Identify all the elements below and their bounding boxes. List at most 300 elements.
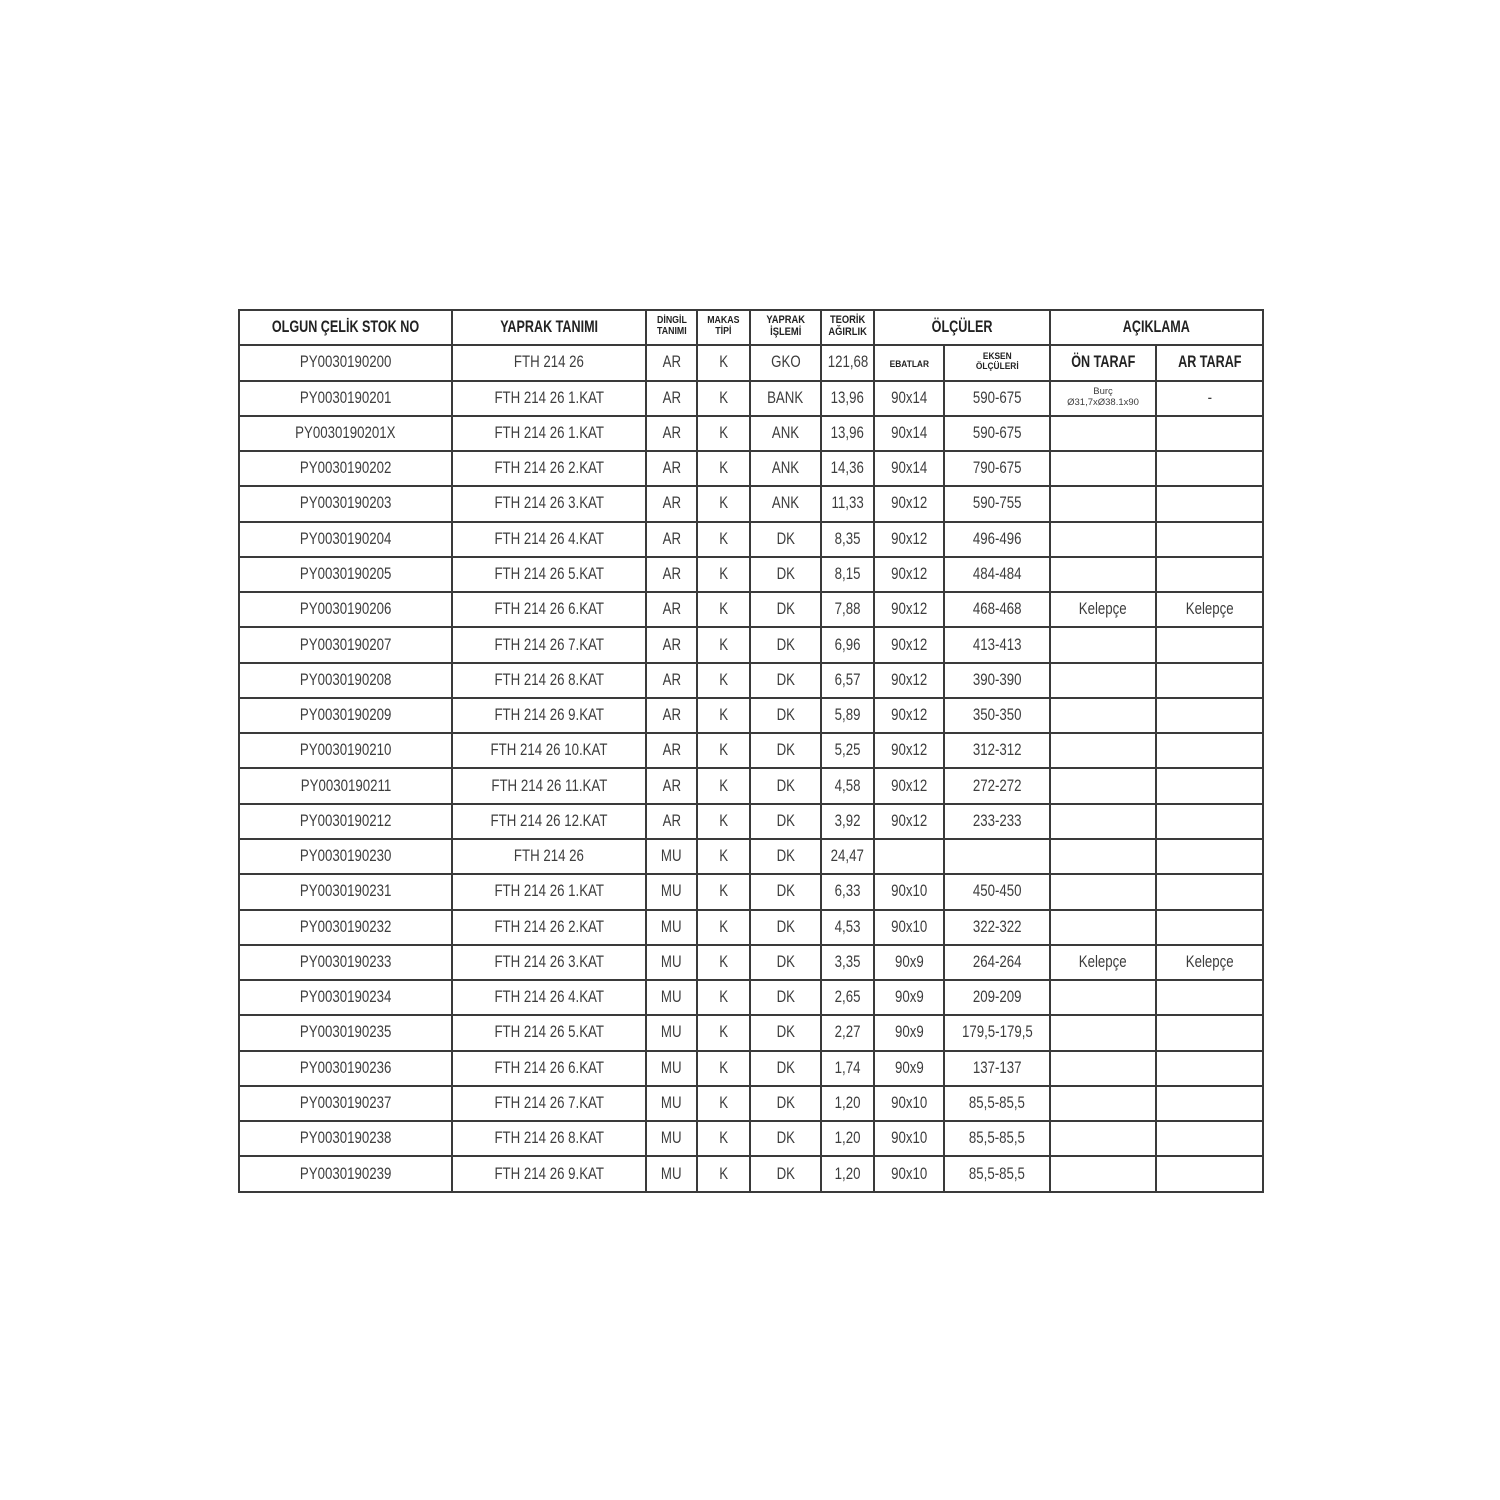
cell-spring-type <box>697 1086 750 1121</box>
cell-sizes-text: 90x9 <box>894 1022 924 1042</box>
cell-front-side <box>1050 910 1156 945</box>
cell-stock-no <box>239 1121 452 1156</box>
cell-stock-no-text: PY0030190239 <box>299 1163 392 1183</box>
header-measurements-label: ÖLÇÜLER <box>931 317 993 337</box>
cell-stock-no-text: PY0030190231 <box>299 881 392 901</box>
cell-axle-text: MU <box>661 846 682 866</box>
table-row <box>239 416 1263 451</box>
cell-leaf-desc <box>452 557 646 592</box>
cell-leaf-process-text: DK <box>776 1128 795 1148</box>
cell-front-side <box>1050 839 1156 874</box>
cell-sizes-text: 90x10 <box>890 881 928 901</box>
cell-axle <box>646 733 697 768</box>
cell-axle <box>646 874 697 909</box>
cell-leaf-desc-text: FTH 214 26 8.KAT <box>494 669 604 689</box>
cell-leaf-process <box>750 557 821 592</box>
cell-front-side-text: Burç Ø31,7xØ38.1x90 <box>1067 386 1139 409</box>
cell-stock-no <box>239 627 452 662</box>
header-axle <box>646 310 697 345</box>
cell-weight <box>821 345 874 380</box>
cell-axle-text: AR <box>662 775 681 795</box>
cell-front-side <box>1050 804 1156 839</box>
cell-sizes-text: 90x10 <box>890 1163 928 1183</box>
cell-axis-dims-text: 179,5-179,5 <box>961 1022 1033 1042</box>
cell-axis-dims <box>944 768 1050 803</box>
cell-leaf-process <box>750 522 821 557</box>
cell-weight-text: 2,65 <box>834 987 861 1007</box>
cell-weight <box>821 945 874 980</box>
cell-rear-side <box>1156 768 1263 803</box>
subheader-axis-dims <box>944 345 1050 380</box>
cell-weight-text: 4,53 <box>834 916 861 936</box>
cell-stock-no-text: PY0030190235 <box>299 1022 392 1042</box>
cell-leaf-process <box>750 1086 821 1121</box>
cell-axle-text: MU <box>661 1022 682 1042</box>
cell-spring-type-text: K <box>719 563 728 583</box>
cell-weight <box>821 1086 874 1121</box>
cell-axis-dims <box>944 804 1050 839</box>
cell-leaf-desc-text: FTH 214 26 4.KAT <box>494 987 604 1007</box>
cell-spring-type <box>697 451 750 486</box>
cell-leaf-process <box>750 1156 821 1191</box>
cell-weight-text: 13,96 <box>830 387 865 407</box>
cell-axis-dims-text: 413-413 <box>972 634 1022 654</box>
cell-rear-side <box>1156 1156 1263 1191</box>
cell-axle-text: AR <box>662 669 681 689</box>
cell-stock-no-text: PY0030190209 <box>299 705 392 725</box>
table-row <box>239 486 1263 521</box>
cell-leaf-desc-text: FTH 214 26 9.KAT <box>494 1163 604 1183</box>
cell-axis-dims <box>944 486 1050 521</box>
cell-leaf-desc <box>452 839 646 874</box>
cell-axle-text: MU <box>661 987 682 1007</box>
cell-leaf-desc-text: FTH 214 26 5.KAT <box>494 563 604 583</box>
cell-spring-type <box>697 733 750 768</box>
cell-rear-side <box>1156 1086 1263 1121</box>
cell-spring-type-text: K <box>719 810 728 830</box>
cell-rear-side <box>1156 698 1263 733</box>
cell-rear-side <box>1156 839 1263 874</box>
cell-axle-text: AR <box>662 528 681 548</box>
cell-stock-no <box>239 592 452 627</box>
cell-sizes <box>874 1086 944 1121</box>
cell-leaf-process <box>750 698 821 733</box>
cell-front-side <box>1050 627 1156 662</box>
cell-weight <box>821 874 874 909</box>
cell-leaf-process <box>750 416 821 451</box>
cell-weight-text: 6,57 <box>834 669 861 689</box>
cell-front-side <box>1050 698 1156 733</box>
cell-leaf-desc <box>452 910 646 945</box>
cell-stock-no <box>239 839 452 874</box>
cell-leaf-desc-text: FTH 214 26 1.KAT <box>494 422 604 442</box>
cell-leaf-desc-text: FTH 214 26 3.KAT <box>494 951 604 971</box>
cell-leaf-desc <box>452 733 646 768</box>
header-row <box>239 310 1263 345</box>
cell-leaf-desc <box>452 627 646 662</box>
table-row <box>239 839 1263 874</box>
cell-weight <box>821 416 874 451</box>
cell-axis-dims <box>944 451 1050 486</box>
cell-leaf-desc-text: FTH 214 26 5.KAT <box>494 1022 604 1042</box>
cell-axis-dims-text: 85,5-85,5 <box>968 1092 1026 1112</box>
cell-stock-no-text: PY0030190202 <box>299 458 392 478</box>
cell-spring-type-text: K <box>719 669 728 689</box>
cell-weight <box>821 381 874 416</box>
cell-sizes-text: 90x12 <box>890 810 928 830</box>
cell-leaf-process-text: DK <box>776 987 795 1007</box>
cell-axis-dims-text: 468-468 <box>972 599 1022 619</box>
cell-sizes-text: 90x12 <box>890 634 928 654</box>
cell-leaf-process <box>750 874 821 909</box>
cell-stock-no <box>239 980 452 1015</box>
cell-leaf-desc <box>452 698 646 733</box>
cell-spring-type <box>697 945 750 980</box>
cell-axis-dims-text: 209-209 <box>972 987 1022 1007</box>
table-row <box>239 804 1263 839</box>
cell-axis-dims <box>944 1015 1050 1050</box>
cell-axle-text: AR <box>662 422 681 442</box>
cell-front-side <box>1050 768 1156 803</box>
cell-weight-text: 6,96 <box>834 634 861 654</box>
cell-front-side <box>1050 557 1156 592</box>
cell-leaf-process-text: DK <box>776 1022 795 1042</box>
table-row <box>239 557 1263 592</box>
table-row <box>239 733 1263 768</box>
cell-spring-type <box>697 768 750 803</box>
cell-sizes <box>874 768 944 803</box>
cell-leaf-process <box>750 1015 821 1050</box>
header-weight-label: TEORİK AĞIRLIK <box>828 314 867 338</box>
cell-rear-side <box>1156 980 1263 1015</box>
cell-spring-type <box>697 1121 750 1156</box>
cell-axis-dims-text: 264-264 <box>972 951 1022 971</box>
table-row <box>239 910 1263 945</box>
cell-leaf-desc <box>452 1015 646 1050</box>
cell-axis-dims <box>944 627 1050 662</box>
cell-rear-side <box>1156 1015 1263 1050</box>
cell-axle-text: MU <box>661 1057 682 1077</box>
cell-axle-text: MU <box>661 1092 682 1112</box>
cell-weight-text: 1,20 <box>834 1163 861 1183</box>
cell-spring-type-text: K <box>719 1057 728 1077</box>
cell-spring-type-text: K <box>719 422 728 442</box>
cell-leaf-process <box>750 910 821 945</box>
cell-axle <box>646 698 697 733</box>
cell-axle <box>646 839 697 874</box>
cell-sizes-text: 90x12 <box>890 493 928 513</box>
cell-spring-type <box>697 592 750 627</box>
cell-axle <box>646 1015 697 1050</box>
cell-rear-side <box>1156 1051 1263 1086</box>
cell-weight-text: 8,15 <box>834 563 861 583</box>
cell-sizes-text: 90x12 <box>890 528 928 548</box>
cell-spring-type-text: K <box>719 1163 728 1183</box>
cell-weight <box>821 627 874 662</box>
cell-sizes <box>874 627 944 662</box>
cell-sizes <box>874 1015 944 1050</box>
cell-leaf-process-text: ANK <box>771 422 800 442</box>
cell-axis-dims <box>944 663 1050 698</box>
cell-leaf-process <box>750 1051 821 1086</box>
cell-spring-type <box>697 345 750 380</box>
cell-leaf-process-text: DK <box>776 951 795 971</box>
header-measurements <box>874 310 1050 345</box>
cell-weight-text: 13,96 <box>830 422 865 442</box>
cell-leaf-desc <box>452 804 646 839</box>
cell-leaf-process-text: DK <box>776 1057 795 1077</box>
cell-axle-text: AR <box>662 563 681 583</box>
cell-sizes-text: 90x12 <box>890 599 928 619</box>
cell-leaf-desc <box>452 1156 646 1191</box>
cell-axle-text: MU <box>661 881 682 901</box>
cell-spring-type-text: K <box>719 951 728 971</box>
cell-stock-no <box>239 486 452 521</box>
cell-stock-no <box>239 804 452 839</box>
cell-weight <box>821 592 874 627</box>
cell-axle <box>646 804 697 839</box>
cell-leaf-process-text: DK <box>776 916 795 936</box>
cell-leaf-process <box>750 345 821 380</box>
table-row <box>239 1156 1263 1191</box>
cell-leaf-process-text: DK <box>776 669 795 689</box>
cell-leaf-process <box>750 381 821 416</box>
cell-spring-type <box>697 839 750 874</box>
cell-leaf-desc-text: FTH 214 26 6.KAT <box>494 599 604 619</box>
cell-rear-side <box>1156 874 1263 909</box>
cell-spring-type-text: K <box>719 705 728 725</box>
cell-sizes <box>874 839 944 874</box>
table-row <box>239 980 1263 1015</box>
cell-spring-type-text: K <box>719 458 728 478</box>
cell-leaf-desc <box>452 345 646 380</box>
cell-axis-dims-text: 312-312 <box>972 740 1022 760</box>
cell-spring-type <box>697 1051 750 1086</box>
cell-axis-dims <box>944 874 1050 909</box>
cell-axle-text: AR <box>662 387 681 407</box>
cell-leaf-desc <box>452 522 646 557</box>
cell-leaf-process <box>750 592 821 627</box>
cell-leaf-desc <box>452 416 646 451</box>
cell-front-side <box>1050 381 1156 416</box>
cell-axle <box>646 1086 697 1121</box>
cell-leaf-desc <box>452 381 646 416</box>
cell-leaf-process-text: DK <box>776 881 795 901</box>
cell-rear-side <box>1156 733 1263 768</box>
cell-spring-type-text: K <box>719 352 728 372</box>
cell-leaf-process-text: DK <box>776 810 795 830</box>
cell-stock-no <box>239 1015 452 1050</box>
header-axle-label: DİNGİL TANIMI <box>656 315 687 337</box>
cell-axle-text: AR <box>662 740 681 760</box>
cell-weight <box>821 1121 874 1156</box>
cell-axis-dims-text: 85,5-85,5 <box>968 1128 1026 1148</box>
cell-sizes-text: 90x10 <box>890 1128 928 1148</box>
cell-sizes <box>874 1051 944 1086</box>
cell-axis-dims-text: 137-137 <box>972 1057 1022 1077</box>
cell-leaf-desc-text: FTH 214 26 6.KAT <box>494 1057 604 1077</box>
cell-weight <box>821 733 874 768</box>
cell-spring-type-text: K <box>719 1092 728 1112</box>
cell-sizes <box>874 381 944 416</box>
cell-rear-side <box>1156 804 1263 839</box>
cell-leaf-desc <box>452 945 646 980</box>
cell-rear-side <box>1156 1121 1263 1156</box>
cell-rear-side <box>1156 663 1263 698</box>
cell-rear-side-text: Kelepçe <box>1185 599 1234 619</box>
cell-axis-dims <box>944 1121 1050 1156</box>
cell-sizes-text: 90x14 <box>890 458 928 478</box>
cell-axis-dims-text: 484-484 <box>972 563 1022 583</box>
cell-leaf-process <box>750 945 821 980</box>
cell-axle <box>646 768 697 803</box>
cell-stock-no-text: PY0030190211 <box>300 775 391 795</box>
cell-stock-no <box>239 1156 452 1191</box>
cell-stock-no-text: PY0030190237 <box>299 1092 392 1112</box>
cell-axle <box>646 451 697 486</box>
cell-weight-text: 3,92 <box>834 810 861 830</box>
cell-leaf-desc <box>452 768 646 803</box>
cell-stock-no <box>239 910 452 945</box>
cell-weight <box>821 451 874 486</box>
cell-sizes-text: 90x14 <box>890 387 928 407</box>
cell-spring-type <box>697 627 750 662</box>
cell-weight <box>821 1156 874 1191</box>
cell-axis-dims <box>944 698 1050 733</box>
cell-sizes <box>874 416 944 451</box>
cell-stock-no-text: PY0030190200 <box>299 352 392 372</box>
cell-weight-text: 7,88 <box>834 599 861 619</box>
cell-axis-dims <box>944 522 1050 557</box>
cell-stock-no-text: PY0030190201 <box>299 387 392 407</box>
cell-leaf-desc <box>452 592 646 627</box>
subheader-sizes <box>874 345 944 380</box>
cell-spring-type <box>697 522 750 557</box>
cell-leaf-process <box>750 486 821 521</box>
cell-leaf-desc-text: FTH 214 26 9.KAT <box>494 705 604 725</box>
cell-spring-type <box>697 416 750 451</box>
cell-sizes-text: 90x12 <box>890 669 928 689</box>
cell-stock-no-text: PY0030190210 <box>299 740 392 760</box>
cell-weight-text: 5,25 <box>834 740 861 760</box>
spring-leaf-table <box>238 309 1264 1193</box>
cell-front-side <box>1050 1121 1156 1156</box>
cell-weight-text: 8,35 <box>834 528 861 548</box>
cell-spring-type <box>697 874 750 909</box>
cell-axle <box>646 1121 697 1156</box>
cell-axis-dims-text: 790-675 <box>972 458 1022 478</box>
subheader-front-side-text: ÖN TARAF <box>1070 352 1136 372</box>
cell-leaf-process-text: DK <box>776 705 795 725</box>
cell-leaf-process-text: DK <box>776 1092 795 1112</box>
table-row <box>239 1121 1263 1156</box>
cell-weight-text: 1,20 <box>834 1092 861 1112</box>
cell-sizes-text: 90x14 <box>890 422 928 442</box>
cell-axis-dims-text: 496-496 <box>972 528 1022 548</box>
cell-stock-no <box>239 945 452 980</box>
cell-leaf-desc <box>452 980 646 1015</box>
cell-leaf-process <box>750 1121 821 1156</box>
cell-sizes <box>874 1121 944 1156</box>
cell-weight <box>821 1015 874 1050</box>
cell-axle-text: AR <box>662 634 681 654</box>
table-row <box>239 345 1263 380</box>
cell-weight-text: 24,47 <box>830 846 865 866</box>
cell-sizes-text: 90x9 <box>894 951 924 971</box>
cell-leaf-desc-text: FTH 214 26 1.KAT <box>494 881 604 901</box>
cell-spring-type-text: K <box>719 1128 728 1148</box>
cell-axis-dims <box>944 910 1050 945</box>
cell-front-side <box>1050 522 1156 557</box>
header-leaf-desc-label: YAPRAK TANIMI <box>500 317 598 337</box>
table-row <box>239 768 1263 803</box>
cell-weight <box>821 698 874 733</box>
cell-axis-dims <box>944 839 1050 874</box>
cell-stock-no-text: PY0030190236 <box>299 1057 392 1077</box>
cell-leaf-desc-text: FTH 214 26 2.KAT <box>494 458 604 478</box>
cell-axle-text: AR <box>662 705 681 725</box>
cell-rear-side <box>1156 381 1263 416</box>
cell-leaf-process-text: DK <box>776 563 795 583</box>
cell-axle <box>646 945 697 980</box>
cell-stock-no <box>239 663 452 698</box>
cell-stock-no <box>239 698 452 733</box>
cell-leaf-desc-text: FTH 214 26 11.KAT <box>491 775 607 795</box>
cell-sizes <box>874 874 944 909</box>
cell-axle <box>646 1156 697 1191</box>
cell-sizes-text: 90x12 <box>890 705 928 725</box>
cell-leaf-desc-text: FTH 214 26 7.KAT <box>494 634 604 654</box>
cell-sizes <box>874 910 944 945</box>
cell-stock-no <box>239 381 452 416</box>
cell-rear-side <box>1156 627 1263 662</box>
cell-spring-type-text: K <box>719 634 728 654</box>
cell-stock-no <box>239 1051 452 1086</box>
cell-stock-no-text: PY0030190204 <box>299 528 392 548</box>
cell-weight-text: 14,36 <box>830 458 865 478</box>
cell-sizes <box>874 733 944 768</box>
cell-sizes-text: 90x9 <box>894 1057 924 1077</box>
cell-leaf-desc <box>452 451 646 486</box>
cell-weight <box>821 839 874 874</box>
cell-axis-dims-text: 590-675 <box>972 422 1022 442</box>
table-row <box>239 1015 1263 1050</box>
header-leaf-process-label: YAPRAK İŞLEMİ <box>766 314 805 338</box>
cell-leaf-process <box>750 663 821 698</box>
cell-spring-type-text: K <box>719 775 728 795</box>
cell-sizes <box>874 592 944 627</box>
header-weight <box>821 310 874 345</box>
table-row <box>239 627 1263 662</box>
subheader-sizes-text: EBATLAR <box>889 358 929 370</box>
cell-leaf-process <box>750 733 821 768</box>
cell-spring-type <box>697 698 750 733</box>
cell-stock-no <box>239 733 452 768</box>
cell-weight <box>821 804 874 839</box>
cell-rear-side <box>1156 945 1263 980</box>
cell-weight-text: 1,20 <box>834 1128 861 1148</box>
cell-leaf-desc-text: FTH 214 26 3.KAT <box>494 493 604 513</box>
cell-weight <box>821 980 874 1015</box>
cell-spring-type-text: K <box>719 846 728 866</box>
cell-leaf-process-text: DK <box>776 775 795 795</box>
header-notes-label: AÇIKLAMA <box>1122 317 1191 337</box>
cell-axle <box>646 592 697 627</box>
table-row <box>239 592 1263 627</box>
header-spring-type-label: MAKAS TİPİ <box>707 315 740 337</box>
cell-stock-no-text: PY0030190203 <box>299 493 392 513</box>
cell-axle-text: AR <box>662 352 681 372</box>
